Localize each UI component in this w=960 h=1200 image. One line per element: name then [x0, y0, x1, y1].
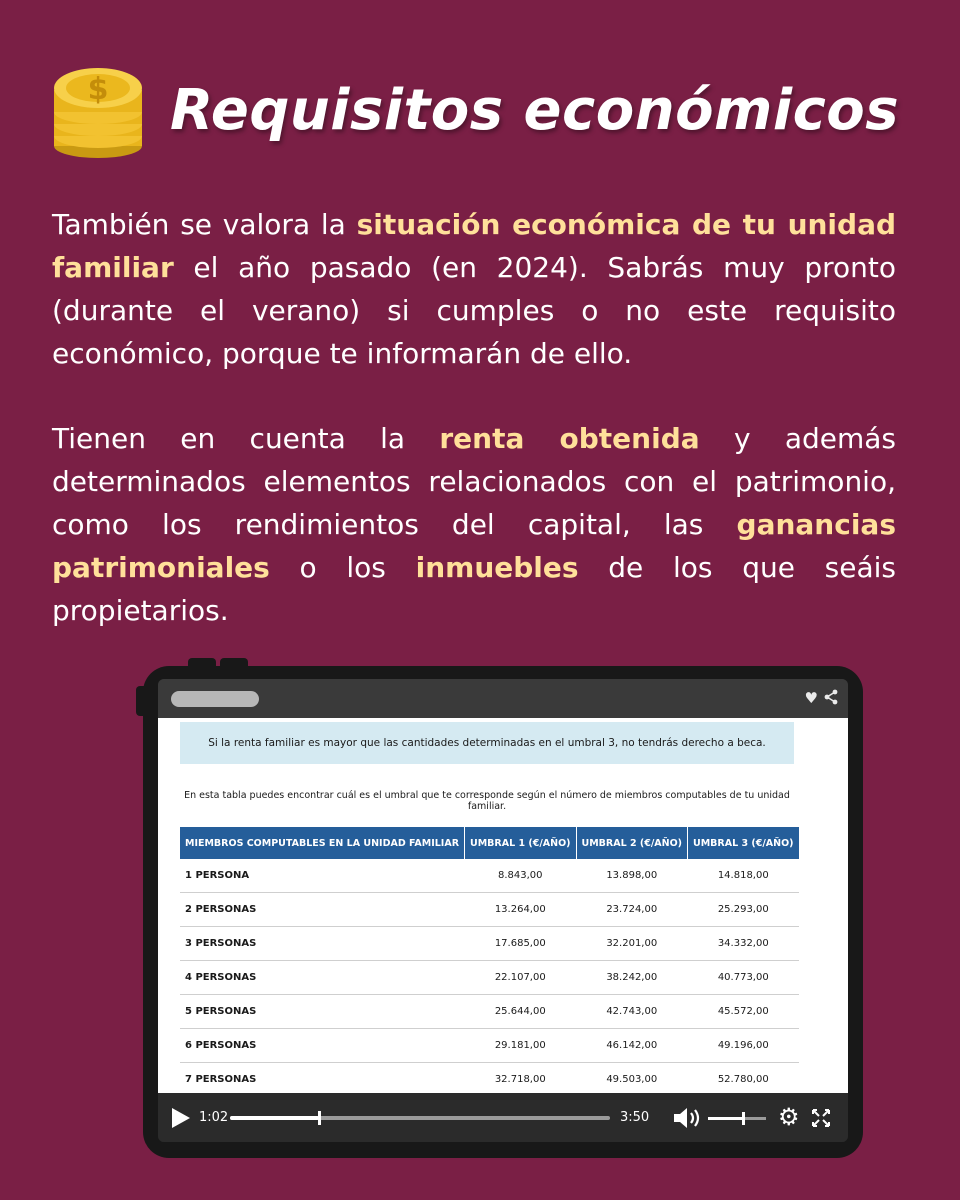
- header-umbral-1: UMBRAL 1 (€/AÑO): [465, 827, 577, 859]
- current-time: 1:02: [199, 1110, 229, 1125]
- tablet-button-top-1: [188, 658, 216, 670]
- cell-umbral-1: 22.107,00: [465, 961, 577, 995]
- dollar-symbol: $: [87, 72, 109, 107]
- header-members: MIEMBROS COMPUTABLES EN LA UNIDAD FAMILIAR: [180, 827, 465, 859]
- page-header: [48, 62, 908, 172]
- p2-text-3: o los: [269, 551, 416, 584]
- video-title-placeholder: [171, 691, 259, 707]
- cell-members: 5 PERSONAS: [180, 995, 465, 1029]
- table-row: [180, 1029, 799, 1063]
- volume-fill: [708, 1117, 743, 1120]
- cell-umbral-1: 25.644,00: [465, 995, 577, 1029]
- tablet-button-side: [136, 686, 146, 716]
- progress-track[interactable]: [230, 1116, 610, 1120]
- table-row: [180, 1063, 799, 1094]
- p2-text-2: y además determinados elementos relacionados con el patrimonio, como los rendimientos del capital, las: [52, 422, 896, 541]
- cell-umbral-3: 49.196,00: [688, 1029, 800, 1063]
- volume-handle[interactable]: [742, 1112, 745, 1125]
- cell-umbral-1: 8.843,00: [465, 859, 577, 893]
- p2-text-4: de los que seáis propietarios.: [52, 551, 896, 627]
- cell-members: 6 PERSONAS: [180, 1029, 465, 1063]
- cell-umbral-3: 14.818,00: [688, 859, 800, 893]
- page-title: Requisitos económicos: [170, 78, 900, 143]
- header-umbral-2: UMBRAL 2 (€/AÑO): [576, 827, 688, 859]
- paragraph-income-assets: [52, 417, 896, 632]
- cell-umbral-2: 38.242,00: [576, 961, 688, 995]
- table-row: [180, 859, 799, 893]
- threshold-table: [180, 827, 800, 1093]
- cell-members: 2 PERSONAS: [180, 893, 465, 927]
- heart-icon[interactable]: ♥: [804, 689, 818, 707]
- p2-highlight-1: renta obtenida: [439, 422, 700, 455]
- duration: 3:50: [620, 1110, 650, 1125]
- cell-umbral-2: 32.201,00: [576, 927, 688, 961]
- volume-icon[interactable]: [674, 1107, 704, 1129]
- tablet-frame: [143, 666, 863, 1158]
- p2-highlight-2: ganancias patrimoniales: [52, 508, 896, 584]
- cell-umbral-3: 40.773,00: [688, 961, 800, 995]
- p1-text-1: También se valora la: [52, 208, 357, 241]
- share-icon[interactable]: [824, 689, 838, 705]
- video-frame-content: [158, 718, 848, 1093]
- table-row: [180, 961, 799, 995]
- cell-umbral-2: 46.142,00: [576, 1029, 688, 1063]
- cell-members: 1 PERSONA: [180, 859, 465, 893]
- cell-umbral-3: 45.572,00: [688, 995, 800, 1029]
- cell-members: 4 PERSONAS: [180, 961, 465, 995]
- progress-fill: [230, 1116, 319, 1120]
- volume-slider[interactable]: [708, 1117, 766, 1120]
- header-umbral-3: UMBRAL 3 (€/AÑO): [688, 827, 800, 859]
- play-icon[interactable]: [172, 1108, 190, 1128]
- cell-umbral-2: 13.898,00: [576, 859, 688, 893]
- p2-text-1: Tienen en cuenta la: [52, 422, 440, 455]
- fullscreen-icon[interactable]: [812, 1109, 830, 1127]
- cell-members: 7 PERSONAS: [180, 1063, 465, 1094]
- paragraph-economic-situation: [52, 203, 896, 375]
- cell-umbral-2: 42.743,00: [576, 995, 688, 1029]
- cell-umbral-3: 34.332,00: [688, 927, 800, 961]
- progress-handle[interactable]: [318, 1111, 321, 1125]
- cell-umbral-1: 29.181,00: [465, 1029, 577, 1063]
- cell-umbral-3: 52.780,00: [688, 1063, 800, 1094]
- p1-text-2: el año pasado (en 2024). Sabrás muy pronto (durante el verano) si cumples o no este requisito económico, porque te informarán de ello.: [52, 251, 896, 370]
- settings-icon[interactable]: ⚙: [778, 1103, 800, 1131]
- cell-umbral-1: 13.264,00: [465, 893, 577, 927]
- cell-umbral-3: 25.293,00: [688, 893, 800, 927]
- cell-umbral-2: 23.724,00: [576, 893, 688, 927]
- video-top-bar: [158, 679, 848, 718]
- tablet-button-top-2: [220, 658, 248, 670]
- cell-members: 3 PERSONAS: [180, 927, 465, 961]
- cell-umbral-1: 32.718,00: [465, 1063, 577, 1094]
- video-player[interactable]: [158, 679, 848, 1142]
- cell-umbral-2: 49.503,00: [576, 1063, 688, 1094]
- p1-highlight: situación económica de tu unidad familiar: [52, 208, 897, 284]
- table-row: [180, 995, 799, 1029]
- cell-umbral-1: 17.685,00: [465, 927, 577, 961]
- table-header-row: [180, 827, 799, 859]
- video-controls: [158, 1093, 848, 1142]
- table-intro: En esta tabla puedes encontrar cuál es el umbral que te corresponde según el número de miembros computables de tu unidad familiar.: [184, 790, 790, 812]
- table-row: [180, 927, 799, 961]
- coins-icon: [48, 66, 148, 162]
- threshold-notice: Si la renta familiar es mayor que las cantidades determinadas en el umbral 3, no tendrás derecho a beca.: [180, 722, 794, 764]
- table-row: [180, 893, 799, 927]
- p2-highlight-3: inmuebles: [415, 551, 579, 584]
